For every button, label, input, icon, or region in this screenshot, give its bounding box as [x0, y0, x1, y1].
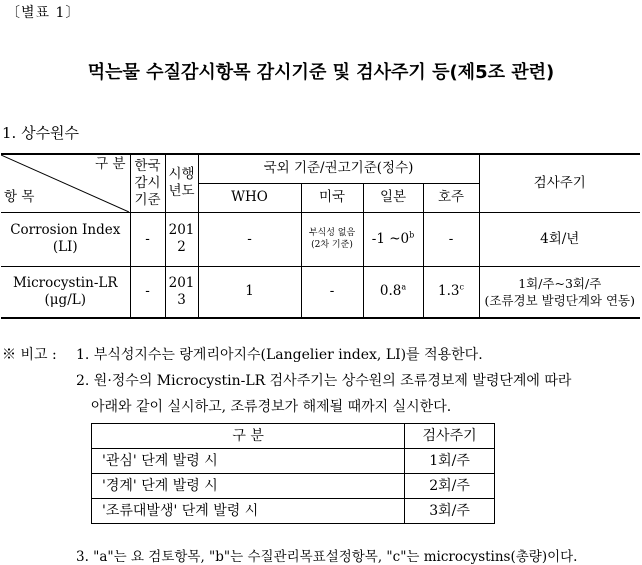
australia-value: - [423, 212, 479, 266]
header-inspection-cycle: 검사주기 [479, 154, 640, 212]
table-row [92, 474, 495, 499]
header-who: WHO [198, 183, 301, 212]
table-row [92, 499, 495, 524]
japan-value: 0.8$^a$ [363, 266, 423, 318]
header-item: 항 목 [4, 188, 35, 205]
cycle-value: 4회/년 [479, 212, 640, 266]
who-value: 1 [198, 266, 301, 318]
korea-value: - [130, 266, 165, 318]
note-1: 1. 부식성지수는 랑게리아지수(Langelier index, LI)를 적용한다. [76, 347, 483, 363]
header-korea-standard: 한국 감시 기준 [130, 154, 165, 212]
section-heading: 1. 상수원수 [2, 124, 80, 142]
header-australia: 호주 [423, 183, 479, 212]
alert-cycle: 3회/주 [405, 499, 495, 524]
sub-header-cycle: 검사주기 [405, 424, 495, 449]
year-value: 201 3 [165, 266, 198, 318]
japan-value: -1 ~0$^b$ [363, 212, 423, 266]
header-foreign-standards: 국외 기준/권고기준(정수) [198, 154, 479, 183]
note-2-line-2: 아래와 같이 실시하고, 조류경보가 해제될 때까지 실시한다. [91, 399, 452, 415]
us-value: - [301, 266, 363, 318]
document-title: 먹는물 수질감시항목 감시기준 및 검사주기 등(제5조 관련) [87, 62, 555, 83]
cycle-value: 1회/주~3회/주 (조류경보 발령단계와 연동) [479, 266, 640, 318]
year-value: 201 2 [165, 212, 198, 266]
footnote-marker: c [459, 282, 464, 292]
header-diagonal-cell [1, 154, 130, 212]
korea-value: - [130, 212, 165, 266]
header-gubun: 구 분 [95, 156, 126, 172]
item-name: Microcystin-LR (μg/L) [1, 266, 130, 318]
header-japan: 일본 [363, 183, 423, 212]
header-enforcement-year: 시행 년도 [165, 154, 198, 212]
alert-cycle: 1회/주 [405, 449, 495, 474]
table-row [1, 266, 640, 318]
note-2-line-1: 2. 원·정수의 Microcystin-LR 검사주기는 상수원의 조류경보제 발령단계에 따라 [76, 373, 572, 389]
us-value: 부식성 없음 (2차 기준) [301, 212, 363, 266]
sub-header-gubun: 구 분 [92, 424, 405, 449]
notes-prefix: ※ 비고 : [2, 347, 57, 363]
note-3: 3. "a"는 요 검토항목, "b"는 수질관리목표설정항목, "c"는 microcystins(총량)이다. [76, 549, 578, 565]
table-row [92, 449, 495, 474]
footnote-marker: b [409, 230, 415, 239]
alert-stage: '조류대발생' 단계 발령 시 [92, 499, 405, 524]
table-row [1, 212, 640, 266]
annex-label: 〔별표 1〕 [6, 5, 81, 21]
alert-cycle-table [91, 423, 495, 524]
who-value: - [198, 212, 301, 266]
item-name: Corrosion Index (LI) [1, 212, 130, 266]
australia-value: 1.3$^c$ [423, 266, 479, 318]
alert-stage: '관심' 단계 발령 시 [92, 449, 405, 474]
footnote-marker: a [401, 282, 407, 292]
header-us: 미국 [301, 183, 363, 212]
standards-table [1, 153, 640, 319]
alert-stage: '경계' 단계 발령 시 [92, 474, 405, 499]
alert-cycle: 2회/주 [405, 474, 495, 499]
